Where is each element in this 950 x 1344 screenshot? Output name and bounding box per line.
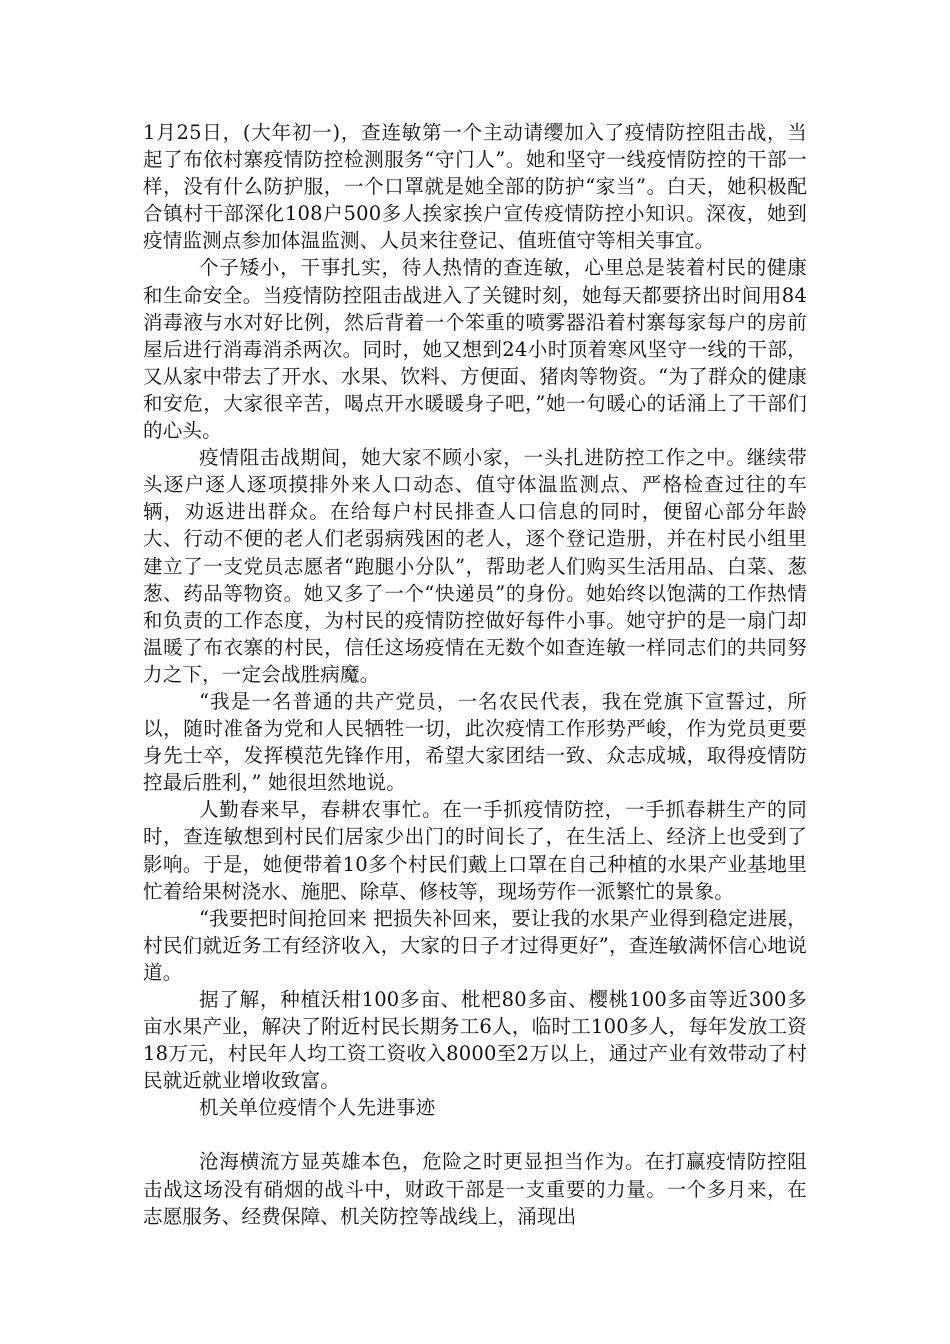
paragraph-2: 个子矮小，干事扎实，待人热情的查连敏，心里总是装着村民的健康和生命安全。当疫情防控阻击战进入了关键时刻，她每天都要挤出时间用84消毒液与水对好比例，然后背着一个笨重的喷雾器沿着村寨每家每户的房前屋后进行消毒消杀两次。同时，她又想到24小时顶着寒风坚守一线的干部，又从家中带去了开水、水果、饮料、方便面、猪肉等物资。“为了群众的健康和安危，大家很辛苦，喝点开水暖暖身子吧，”她一句暖心的话涌上了干部们的心头。 [143,256,807,443]
paragraph-4-quote: “我是一名普通的共产党员，一名农民代表，我在党旗下宣誓过，所以，随时准备为党和人民牺牲一切，此次疫情工作形势严峻，作为党员更要身先士卒，发挥模范先锋作用，希望大家团结一致、众志成城，取得疫情防控最后胜利，” 她很坦然地说。 [143,689,807,795]
paragraph-8: 沧海横流方显英雄本色，危险之时更显担当作为。在打赢疫情防控阻击战这场没有硝烟的战斗中，财政干部是一支重要的力量。一个多月来，在志愿服务、经费保障、机关防控等战线上，涌现出 [143,1150,807,1228]
document-body [143,119,807,1230]
paragraph-1: 1月25日，(大年初一)，查连敏第一个主动请缨加入了疫情防控阻击战，当起了布依村寨疫情防控检测服务“守门人”。她和坚守一线疫情防控的干部一样，没有什么防护服，一个口罩就是她全部的防护“家当”。白天，她积极配合镇村干部深化108户500多人挨家挨户宣传疫情防控小知识。深夜，她到疫情监测点参加体温监测、人员来往登记、值班值守等相关事宜。 [143,121,807,253]
section-heading: 机关单位疫情个人先进事迹 [199,1096,436,1120]
paragraph-3: 疫情阻击战期间，她大家不顾小家，一头扎进防控工作之中。继续带头逐户逐人逐项摸排外来人口动态、值守体温监测点、严格检查过往的车辆，劝返进出群众。在给每户村民排查人口信息的同时，便留心部分年龄大、行动不便的老人们老弱病残困的老人，逐个登记造册，并在村民小组里建立了一支党员志愿者“跑腿小分队”，帮助老人们购买生活用品、白菜、葱葱、药品等物资。她又多了一个“快递员”的身份。她始终以饱满的工作热情和负责的工作态度，为村民的疫情防控做好每件小事。她守护的是一扇门却温暖了布衣寨的村民，信任这场疫情在无数个如查连敏一样同志们的共同努力之下，一定会战胜病魔。 [143,446,807,686]
paragraph-6-quote: “我要把时间抢回来 把损失补回来，要让我的水果产业得到稳定进展，村民们就近务工有经济收入，大家的日子才过得更好”，查连敏满怀信心地说道。 [143,906,807,984]
paragraph-5: 人勤春来早，春耕农事忙。在一手抓疫情防控，一手抓春耕生产的同时，查连敏想到村民们居家少出门的时间长了，在生活上、经济上也受到了影响。于是，她便带着10多个村民们戴上口罩在自己种植的水果产业基地里忙着给果树浇水、施肥、除草、修枝等，现场劳作一派繁忙的景象。 [143,798,807,903]
paragraph-7: 据了解，种植沃柑100多亩、枇杷80多亩、樱桃100多亩等近300多亩水果产业，解决了附近村民长期务工6人，临时工100多人，每年发放工资18万元，村民年人均工资工资收入8000至2万以上，通过产业有效带动了村民就近就业增收致富。 [143,988,807,1093]
